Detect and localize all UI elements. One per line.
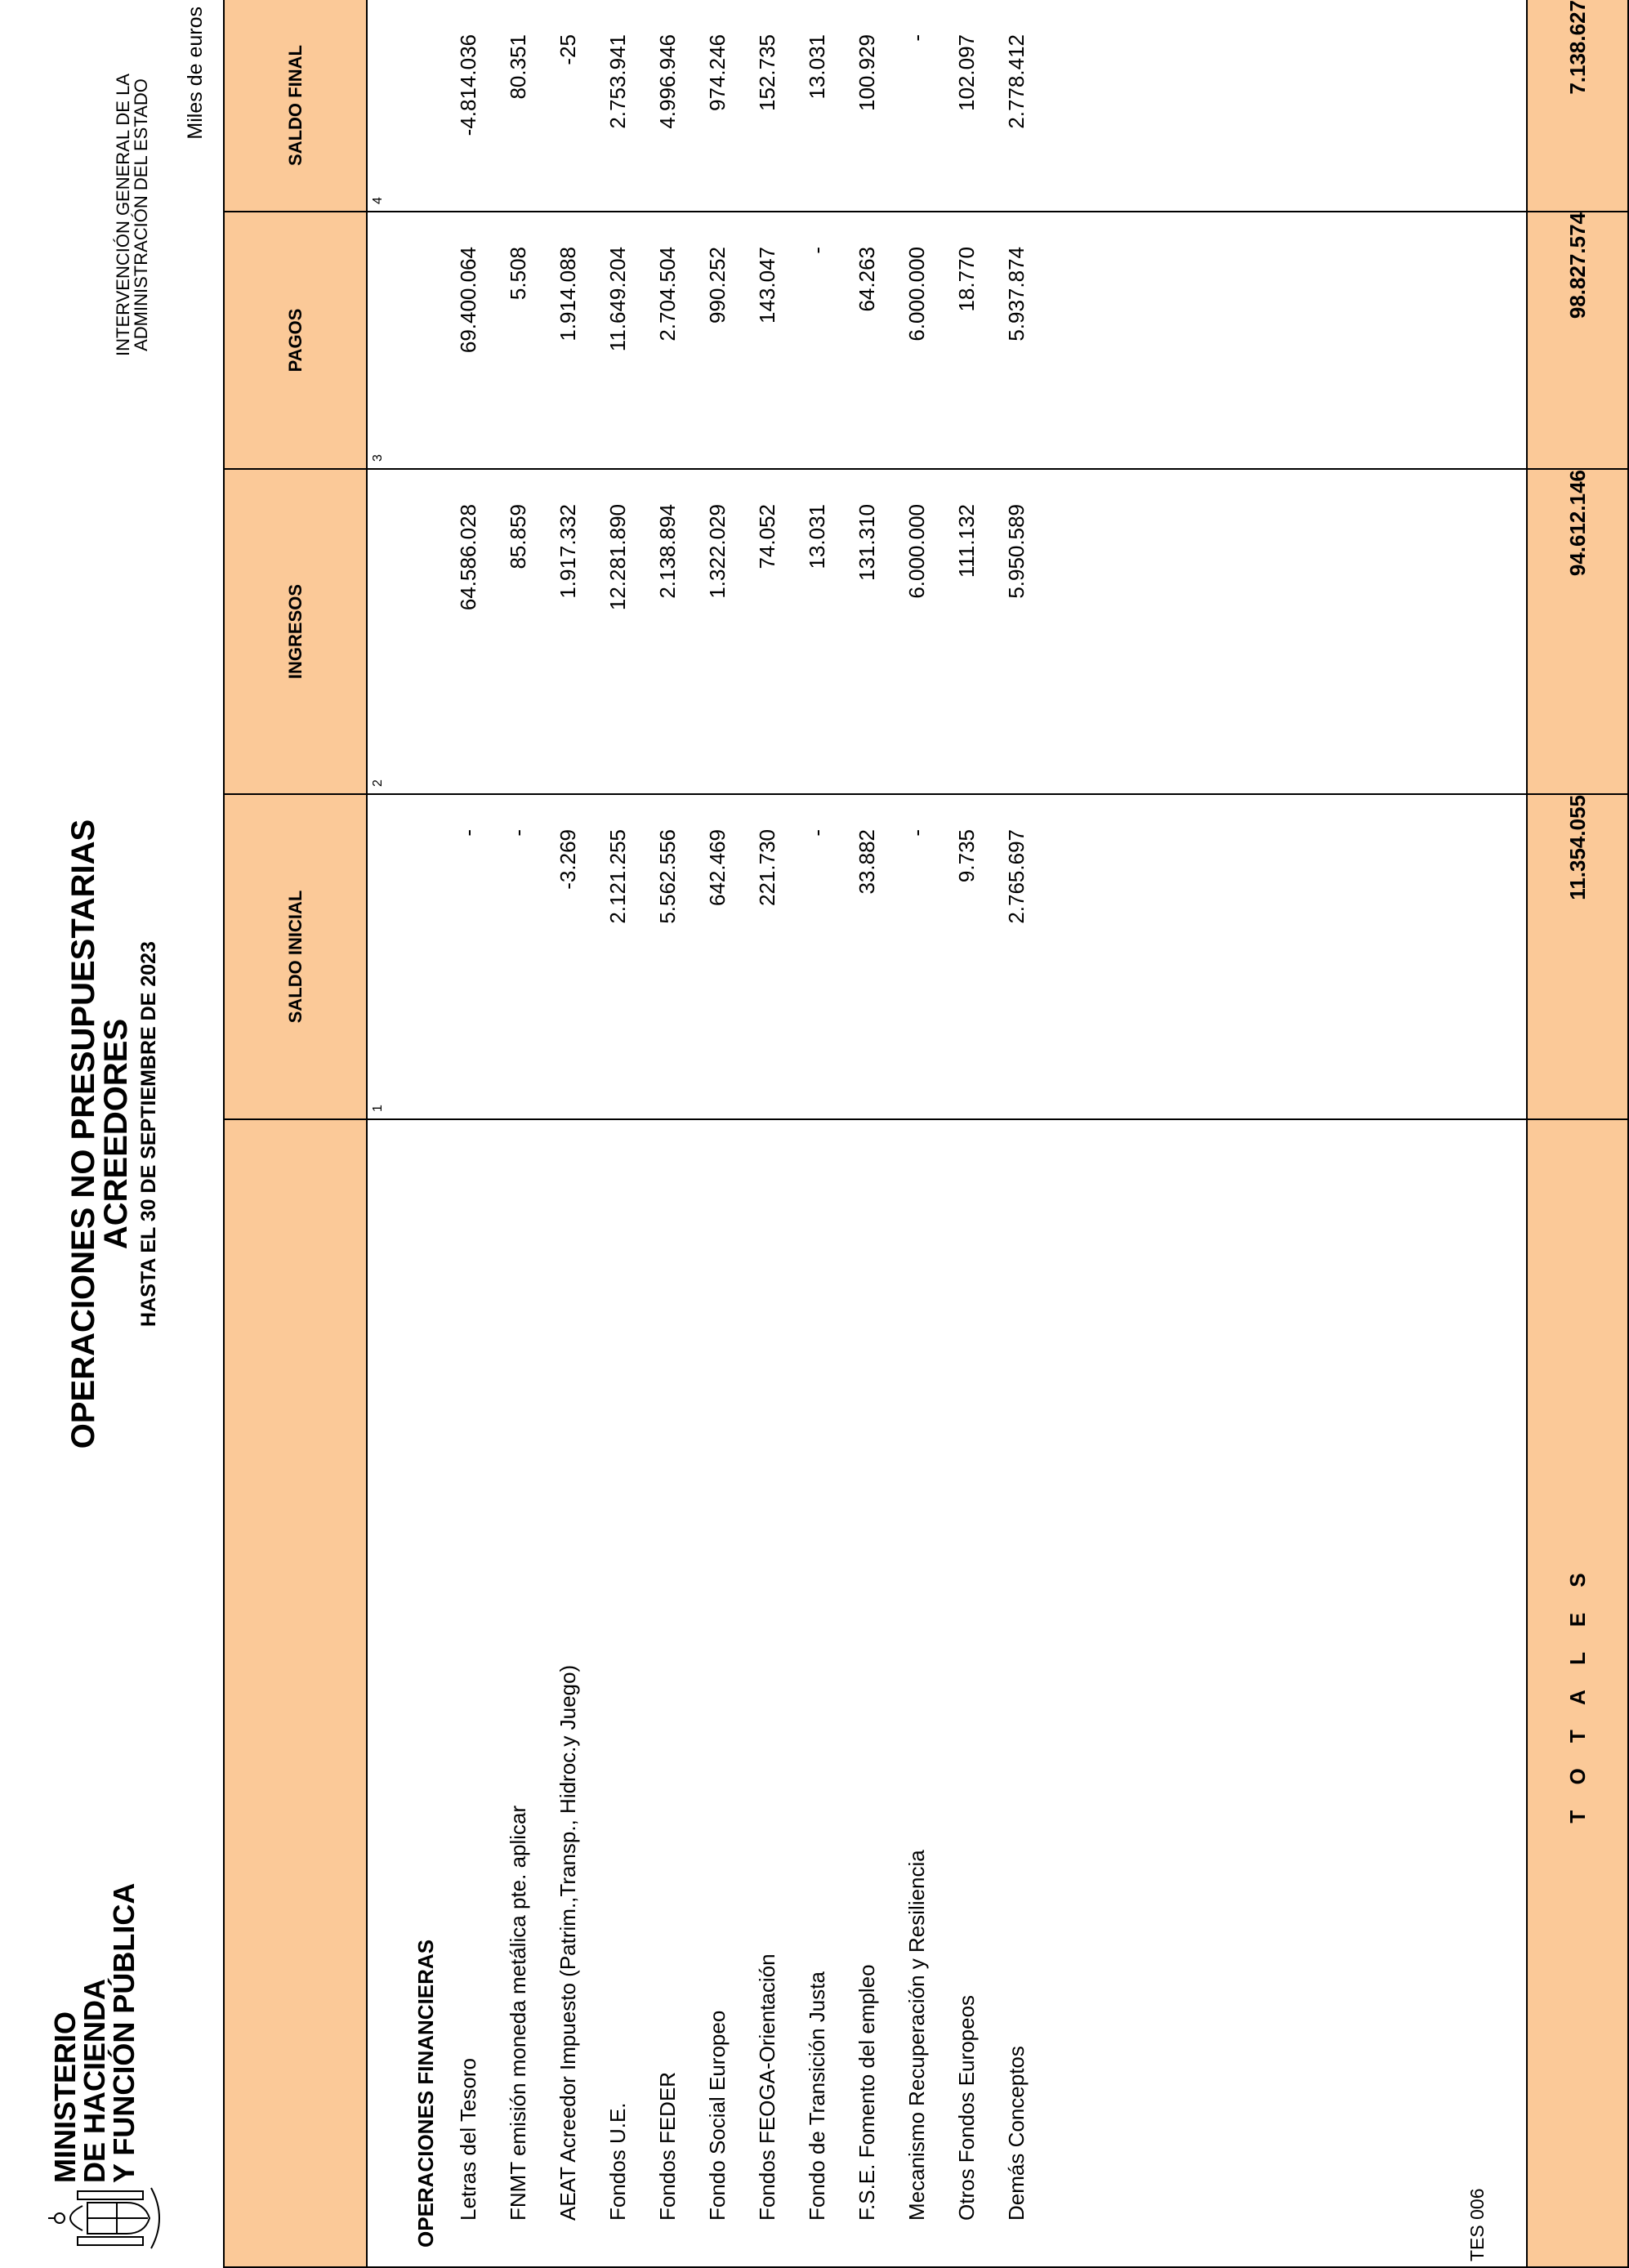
- table-cell: -: [506, 829, 530, 837]
- table-cell: 642.469: [705, 829, 730, 906]
- table-cell: 13.031: [805, 34, 829, 100]
- table-cell: -25: [556, 34, 580, 65]
- table-cell: -: [904, 34, 929, 42]
- form-code: TES 006: [1466, 2188, 1488, 2261]
- table-cell: 85.859: [506, 504, 530, 569]
- row-label: Fondos FEOGA-Orientación: [755, 1953, 779, 2221]
- column-header-saldo-final: SALDO FINAL: [224, 0, 367, 212]
- ministry-line-3: Y FUNCIÓN PÚBLICA: [107, 1882, 141, 2183]
- row-label: Fondos U.E.: [605, 2102, 630, 2221]
- row-label: Letras del Tesoro: [456, 2058, 480, 2221]
- table-cell: 69.400.064: [456, 247, 480, 354]
- table-cell: 2.704.504: [655, 247, 680, 342]
- table-cell: 64.263: [855, 247, 879, 312]
- total-pagos: 98.827.574: [1527, 212, 1628, 469]
- table-cell: 1.917.332: [556, 504, 580, 599]
- table-cell: 64.586.028: [456, 504, 480, 611]
- column-index: 1: [371, 1105, 385, 1112]
- table-cell: 102.097: [954, 34, 979, 111]
- row-label: Demás Conceptos: [1004, 2046, 1029, 2221]
- ministry-line-1: MINISTERIO: [48, 2011, 82, 2183]
- table-cell: 100.929: [855, 34, 879, 111]
- table-cell: 143.047: [755, 247, 779, 324]
- table-cell: 80.351: [506, 34, 530, 100]
- row-label: FNMT emisión moneda metálica pte. aplicar: [506, 1805, 530, 2221]
- table-cell: 221.730: [755, 829, 779, 906]
- table-cell: 990.252: [705, 247, 730, 324]
- total-ingresos: 94.612.146: [1527, 469, 1628, 794]
- table-cell: 974.246: [705, 34, 730, 111]
- table-cell: 2.138.894: [655, 504, 680, 599]
- table-cell: 9.735: [954, 829, 979, 883]
- table-cell: 74.052: [755, 504, 779, 569]
- row-label: F.S.E. Fomento del empleo: [855, 1964, 879, 2221]
- totals-row: [1527, 0, 1628, 2267]
- ingresos-values: [368, 470, 1042, 793]
- page-subtitle: ACREEDORES: [98, 1018, 134, 1250]
- pagos-column: [367, 212, 1527, 469]
- table-cell: -4.814.036: [456, 34, 480, 136]
- column-header-pagos: PAGOS: [224, 212, 367, 469]
- table-cell: 12.281.890: [605, 504, 630, 611]
- table-cell: 11.649.204: [605, 247, 630, 352]
- label-column: [367, 1119, 1527, 2267]
- pagos-values: [368, 212, 1042, 468]
- table-cell: -3.269: [556, 829, 580, 890]
- total-saldo-inicial: 11.354.055: [1527, 794, 1628, 1119]
- table-cell: 5.562.556: [655, 829, 680, 924]
- column-header-concept: [224, 1119, 367, 2267]
- table-cell: 1.914.088: [556, 247, 580, 342]
- units-label: Miles de euros: [184, 7, 207, 140]
- table-cell: 2.778.412: [1004, 34, 1029, 129]
- column-header-ingresos: INGRESOS: [224, 469, 367, 794]
- table-cell: 5.937.874: [1004, 247, 1029, 342]
- table-cell: 2.753.941: [605, 34, 630, 129]
- row-label: Otros Fondos Europeos: [954, 1994, 979, 2221]
- agency-name: [114, 74, 150, 356]
- table-cell: -: [456, 829, 480, 837]
- header-row: [224, 0, 367, 2267]
- table-cell: 131.310: [855, 504, 879, 581]
- column-index: 3: [371, 454, 385, 462]
- table-cell: 2.121.255: [605, 829, 630, 924]
- page-title: OPERACIONES NO PRESUPUESTARIAS: [65, 819, 101, 1449]
- table-cell: 18.770: [954, 247, 979, 312]
- ingresos-column: [367, 469, 1527, 794]
- table-cell: -: [904, 829, 929, 837]
- table-cell: 6.000.000: [904, 247, 929, 342]
- table-cell: 5.508: [506, 247, 530, 301]
- agency-line-2: ADMINISTRACIÓN DEL ESTADO: [131, 78, 151, 351]
- row-label: Fondos FEDER: [655, 2071, 680, 2221]
- table-cell: 111.132: [954, 504, 979, 578]
- row-label: AEAT Acreedor Impuesto (Patrim.,Transp., Hidroc.y Juego): [556, 1664, 580, 2221]
- table-cell: 2.765.697: [1004, 829, 1029, 924]
- saldo-final-values: [368, 0, 1042, 211]
- row-label: Fondo de Transición Justa: [805, 1971, 829, 2221]
- saldo-inicial-values: [368, 795, 1042, 1118]
- table-cell: 6.000.000: [904, 504, 929, 599]
- row-label: Fondo Social Europeo: [705, 2010, 730, 2221]
- row-label: Mecanismo Recuperación y Resiliencia: [904, 1850, 929, 2221]
- table-cell: -: [805, 829, 829, 837]
- section-title: OPERACIONES FINANCIERAS: [413, 1939, 438, 2248]
- saldo-final-column: [367, 0, 1527, 212]
- column-header-saldo-inicial: SALDO INICIAL: [224, 794, 367, 1119]
- ministry-line-2: DE HACIENDA: [78, 1978, 111, 2183]
- table-cell: 1.322.029: [705, 504, 730, 599]
- table-cell: -: [805, 247, 829, 254]
- column-index: 2: [371, 779, 385, 787]
- total-saldo-final: 7.138.627: [1527, 0, 1628, 212]
- data-table: [223, 0, 1629, 2268]
- table-cell: 152.735: [755, 34, 779, 111]
- date-line: HASTA EL 30 DE SEPTIEMBRE DE 2023: [137, 941, 160, 1327]
- totals-label: T O T A L E S: [1527, 1119, 1628, 2267]
- agency-line-1: INTERVENCIÓN GENERAL DE LA: [113, 74, 133, 356]
- column-index: 4: [371, 197, 385, 204]
- saldo-inicial-column: [367, 794, 1527, 1119]
- table-cell: 5.950.589: [1004, 504, 1029, 599]
- body-row: [367, 0, 1527, 2267]
- label-list: [444, 1120, 1042, 2266]
- table-cell: 33.882: [855, 829, 879, 895]
- table-cell: 13.031: [805, 504, 829, 569]
- table-cell: 4.996.946: [655, 34, 680, 129]
